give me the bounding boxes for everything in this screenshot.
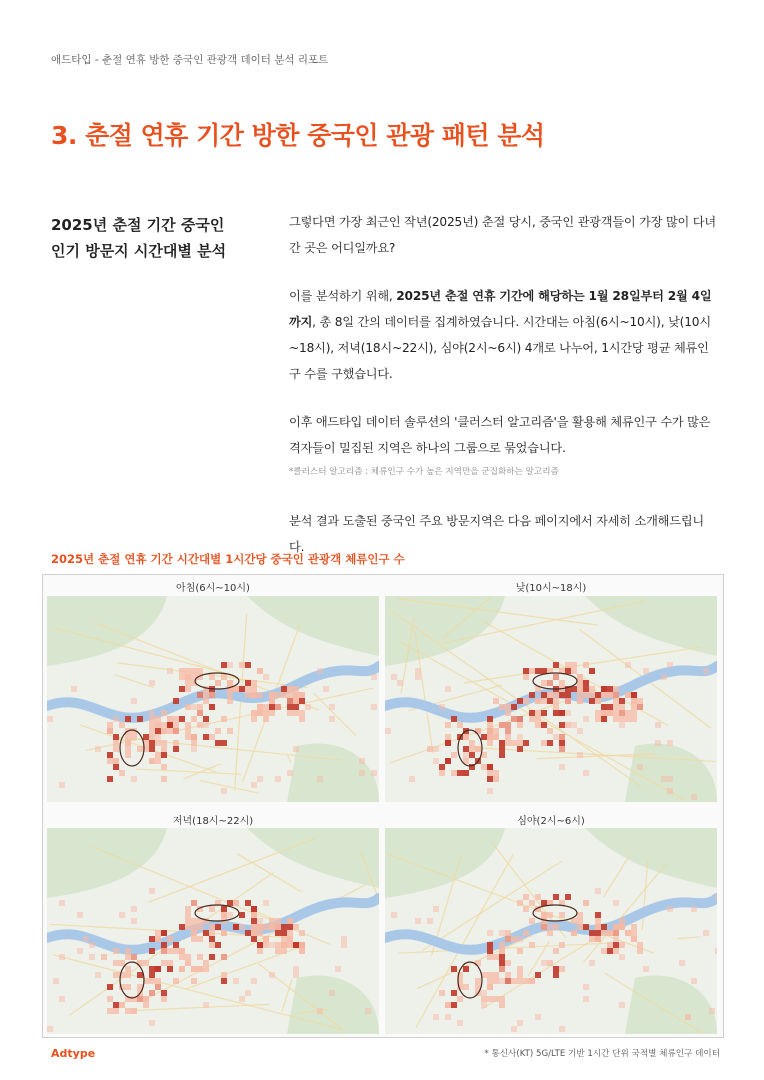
panel-label-evening: 저녁(18시~22시) bbox=[172, 816, 254, 827]
map-day bbox=[385, 596, 717, 802]
page-title: 3. 춘절 연휴 기간 방한 중국인 관광 패턴 분석 bbox=[51, 121, 545, 150]
heatmap-svg bbox=[47, 828, 379, 1034]
side-heading bbox=[51, 212, 226, 264]
brand-logo: Adtype bbox=[51, 1047, 96, 1060]
data-source-note: * 통신사(KT) 5G/LTE 기반 1시간 단위 국적별 체류인구 데이터 bbox=[484, 1049, 720, 1059]
paragraph-method bbox=[289, 283, 719, 387]
cluster-footnote: *클러스터 알고리즘 : 체류인구 수가 높은 지역만을 군집화하는 알고리즘 bbox=[289, 467, 559, 477]
paragraph-next: 분석 결과 도출된 중국인 주요 방문지역은 다음 페이지에서 자세히 소개해드립니다. bbox=[289, 514, 704, 554]
paragraph-intro: 그렇다면 가장 최근인 작년(2025년) 춘절 당시, 중국인 관광객들이 가장 많이 다녀 간 곳은 어디일까요? bbox=[289, 215, 716, 255]
map-morning bbox=[47, 596, 379, 802]
method-text-bold: 2025년 춘절 연휴 기간에 해당하는 1월 28일부터 2월 4일까지 bbox=[289, 289, 712, 329]
method-text-post: , 총 8일 간의 데이터를 집계하였습니다. 시간대는 아침(6시~10시), 낮(10시 ~18시), 저녁(18시~22시), 심야(2시~6시) 4개로 나누어, 1시간당 평균 체류인 구 수를 구했습니다. bbox=[289, 315, 711, 381]
side-heading-line2: 인기 방문지 시간대별 분석 bbox=[51, 242, 227, 260]
map-night bbox=[385, 828, 717, 1034]
method-text-pre: 이를 분석하기 위해, bbox=[289, 289, 397, 303]
panel-label-morning: 아침(6시~10시) bbox=[176, 583, 250, 594]
map-evening bbox=[47, 828, 379, 1034]
panel-label-day: 낮(10시~18시) bbox=[515, 583, 587, 594]
heatmap-svg bbox=[385, 596, 717, 802]
side-heading-line1: 2025년 춘절 기간 중국인 bbox=[51, 216, 225, 234]
heatmap-svg bbox=[385, 828, 717, 1034]
heatmap-svg bbox=[47, 596, 379, 802]
figure-frame bbox=[42, 574, 724, 1038]
paragraph-cluster: 이후 애드타입 데이터 솔루션의 '클러스터 알고리즘'을 활용해 체류인구 수가 많은 격자들이 밀집된 지역은 하나의 그룹으로 묶었습니다. bbox=[289, 415, 711, 455]
figure-title: 2025년 춘절 연휴 기간 시간대별 1시간당 중국인 관광객 체류인구 수 bbox=[51, 552, 405, 566]
panel-label-night: 심야(2시~6시) bbox=[517, 816, 585, 827]
report-breadcrumb: 애드타입 - 춘절 연휴 방한 중국인 관광객 데이터 분석 리포트 bbox=[51, 54, 329, 66]
